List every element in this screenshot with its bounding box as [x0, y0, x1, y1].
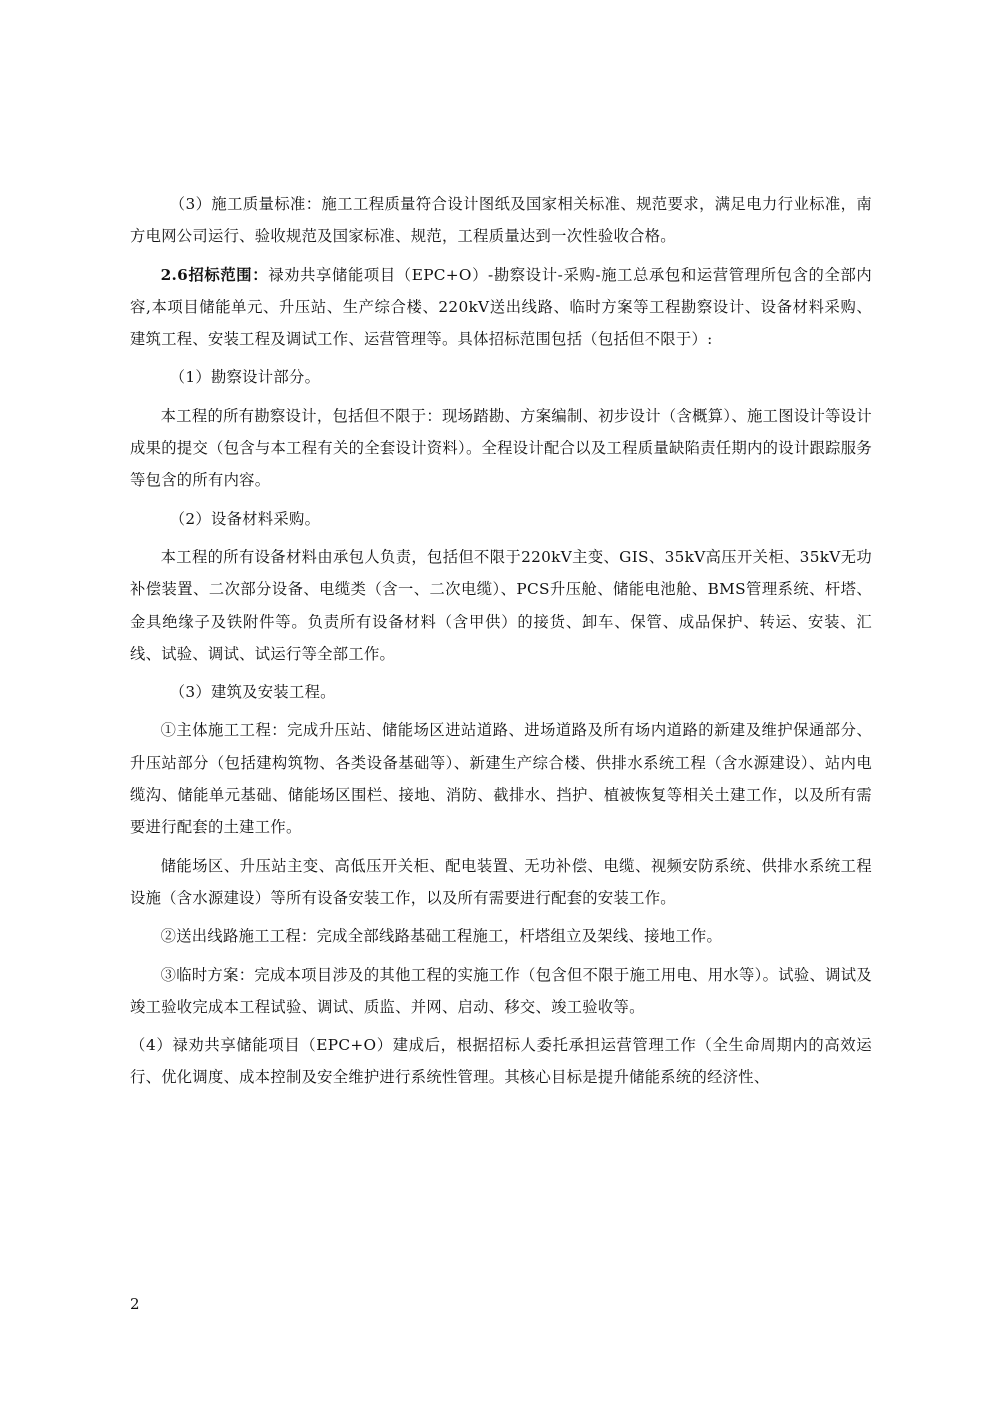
paragraph-main-construction: [130, 714, 872, 843]
paragraph-procurement: [130, 541, 872, 670]
paragraph-text: 储能场区、升压站主变、高低压开关柜、配电装置、无功补偿、电缆、视频安防系统、供排水系统工程设施（含水源建设）等所有设备安装工作，以及所有需要进行配套的安装工作。: [130, 856, 872, 907]
paragraph-text: （2）设备材料采购。: [169, 509, 321, 528]
paragraph-text: （1）勘察设计部分。: [169, 368, 321, 387]
paragraph-text: （3）施工质量标准：施工工程质量符合设计图纸及国家相关标准、规范要求，满足电力行业标准，南方电网公司运行、验收规范及国家标准、规范，工程质量达到一次性验收合格。: [130, 195, 872, 246]
paragraph-procurement-heading: [130, 503, 872, 535]
paragraph-survey-design: [130, 400, 872, 497]
paragraph-text: ②送出线路施工工程：完成全部线路基础工程施工，杆塔组立及架线、接地工作。: [160, 927, 723, 946]
paragraph-transmission-line: [130, 920, 872, 952]
paragraph-operation-management: [130, 1029, 872, 1094]
paragraph-text: （4）禄劝共享储能项目（EPC+O）建成后，根据招标人委托承担运营管理工作（全生命周期内的高效运行、优化调度、成本控制及安全维护进行系统性管理。其核心目标是提升储能系统的经济性、: [130, 1036, 872, 1087]
section-heading-2-6: 2.6招标范围：: [160, 265, 269, 284]
paragraph-bidding-scope: [130, 259, 872, 356]
paragraph-temporary-scheme: [130, 959, 872, 1024]
paragraph-construction-heading: [130, 676, 872, 708]
document-body: [130, 188, 872, 1094]
paragraph-text: ③临时方案：完成本项目涉及的其他工程的实施工作（包含但不限于施工用电、用水等）。试验、调试及竣工验收完成本工程试验、调试、质监、并网、启动、移交、竣工验收等。: [130, 965, 872, 1016]
paragraph-text: 本工程的所有设备材料由承包人负责，包括但不限于220kV主变、GIS、35kV高压开关柜、35kV无功补偿装置、二次部分设备、电缆类（含一、二次电缆）、PCS升压舱、储能电池舱、BMS管理系统、杆塔、金具绝缘子及铁附件等。负责所有设备材料（含甲供）的接货、卸车、保管、成品保护、转运、安装、汇线、试验、调试、试运行等全部工作。: [130, 547, 872, 663]
paragraph-installation: [130, 850, 872, 915]
paragraph-text: （3）建筑及安装工程。: [169, 683, 336, 702]
paragraph-text: 禄劝共享储能项目（EPC+O）-勘察设计-采购-施工总承包和运营管理所包含的全部内容,本项目储能单元、升压站、生产综合楼、220kV送出线路、临时方案等工程勘察设计、设备材料采购、建筑工程、安装工程及调试工作、运营管理等。具体招标范围包括（包括但不限于）:: [130, 265, 872, 349]
paragraph-text: 本工程的所有勘察设计，包括但不限于：现场踏勘、方案编制、初步设计（含概算）、施工图设计等设计成果的提交（包含与本工程有关的全套设计资料）。全程设计配合以及工程质量缺陷责任期内的设计跟踪服务等包含的所有内容。: [130, 406, 872, 490]
paragraph-quality-standard: [130, 188, 872, 253]
paragraph-text: ①主体施工工程：完成升压站、储能场区进站道路、进场道路及所有场内道路的新建及维护保通部分、升压站部分（包括建构筑物、各类设备基础等）、新建生产综合楼、供排水系统工程（含水源建设）、站内电缆沟、储能单元基础、储能场区围栏、接地、消防、截排水、挡护、植被恢复等相关土建工作，以及所有需要进行配套的土建工作。: [130, 721, 872, 837]
page-number: 2: [130, 1295, 140, 1313]
paragraph-survey-design-heading: [130, 361, 872, 393]
